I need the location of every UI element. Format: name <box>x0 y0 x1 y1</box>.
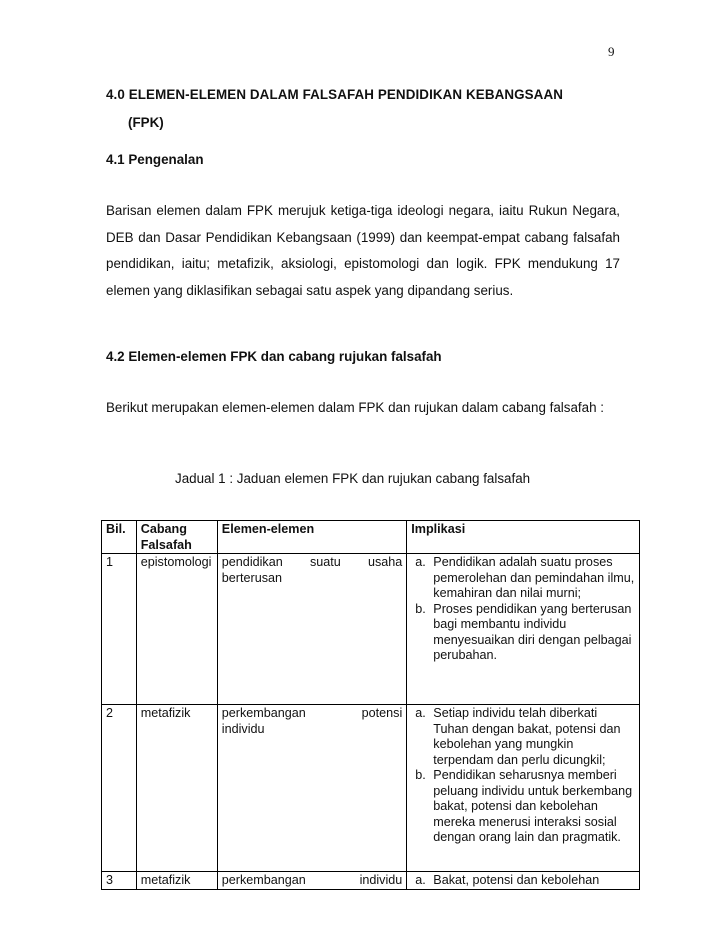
page-number: 9 <box>608 44 615 59</box>
subsection-heading-elemen: 4.2 Elemen-elemen FPK dan cabang rujukan falsafah <box>106 349 442 364</box>
paragraph-elemen: Berikut merupakan elemen-elemen dalam FPK dan rujukan dalam cabang falsafah : <box>106 400 604 415</box>
cell-implikasi <box>407 872 640 890</box>
cell-bil: 1 <box>102 554 137 705</box>
item-label: a. <box>415 706 426 720</box>
elemen-word: potensi <box>361 706 403 720</box>
cell-bil: 3 <box>102 872 137 890</box>
implikasi-item <box>411 706 635 768</box>
item-text: Bakat, potensi dan kebolehan <box>433 873 600 887</box>
table-row <box>102 554 640 705</box>
item-text: Pendidikan adalah suatu proses pemerolehan dan pemindahan ilmu, kemahiran dan nilai murni; <box>433 555 635 600</box>
item-text: Pendidikan seharusnya memberi peluang individu untuk berkembang bakat, potensi dan kebolehan mereka menerusi interaksi sosial dengan orang lain dan pragmatik. <box>433 768 633 844</box>
header-elemen: Elemen-elemen <box>217 521 407 554</box>
cell-cabang: metafizik <box>136 872 217 890</box>
item-text: Setiap individu telah diberkati Tuhan dengan bakat, potensi dan kebolehan yang mungkin terpendam dan perlu dicungkil; <box>433 706 621 767</box>
header-implikasi: Implikasi <box>407 521 640 554</box>
implikasi-item <box>411 768 635 846</box>
elemen-word: pendidikan <box>221 555 283 569</box>
section-heading-continuation: (FPK) <box>128 115 164 130</box>
elemen-word: suatu <box>309 555 341 569</box>
table-row <box>102 705 640 872</box>
subsection-heading-pengenalan: 4.1 Pengenalan <box>106 152 204 167</box>
cell-elemen <box>217 705 407 872</box>
elements-table <box>101 520 640 890</box>
item-label: a. <box>415 873 426 887</box>
elemen-rest: individu <box>221 721 265 736</box>
paragraph-pengenalan: Barisan elemen dalam FPK merujuk ketiga-tiga ideologi negara, iaitu Rukun Negara, DEB dan Dasar Pendidikan Kebangsaan (1999) dan keempat-empat cabang falsafah pendidikan, iaitu; metafizik, aksiologi, epistomologi dan logik. FPK mendukung 17 elemen yang diklasifikan sebagai satu aspek yang dipandang serius. <box>106 203 620 298</box>
table-row <box>102 872 640 890</box>
cell-implikasi <box>407 705 640 872</box>
cell-implikasi <box>407 554 640 705</box>
cell-elemen <box>217 872 407 890</box>
table-caption: Jadual 1 : Jaduan elemen FPK dan rujukan cabang falsafah <box>175 471 531 486</box>
elemen-rest: berterusan <box>221 570 283 585</box>
header-bil: Bil. <box>102 521 137 554</box>
table-header-row <box>102 521 640 554</box>
implikasi-item <box>411 602 635 664</box>
cell-cabang: epistomologi <box>136 554 217 705</box>
item-text: Proses pendidikan yang berterusan bagi membantu individu menyesuaikan diri dengan pelbagai perubahan. <box>433 601 632 662</box>
elemen-word: perkembangan <box>221 706 306 720</box>
elemen-word: perkembangan <box>221 873 306 887</box>
elemen-word: individu <box>359 873 403 887</box>
item-label: b. <box>415 768 426 782</box>
implikasi-item <box>411 873 635 889</box>
header-cabang: Cabang Falsafah <box>136 521 217 554</box>
cell-bil: 2 <box>102 705 137 872</box>
implikasi-item <box>411 555 635 602</box>
cell-elemen <box>217 554 407 705</box>
cell-cabang: metafizik <box>136 705 217 872</box>
item-label: b. <box>415 601 426 616</box>
section-heading: 4.0 ELEMEN-ELEMEN DALAM FALSAFAH PENDIDIKAN KEBANGSAAN <box>106 87 563 102</box>
elemen-word: usaha <box>367 555 403 569</box>
item-label: a. <box>415 555 426 569</box>
